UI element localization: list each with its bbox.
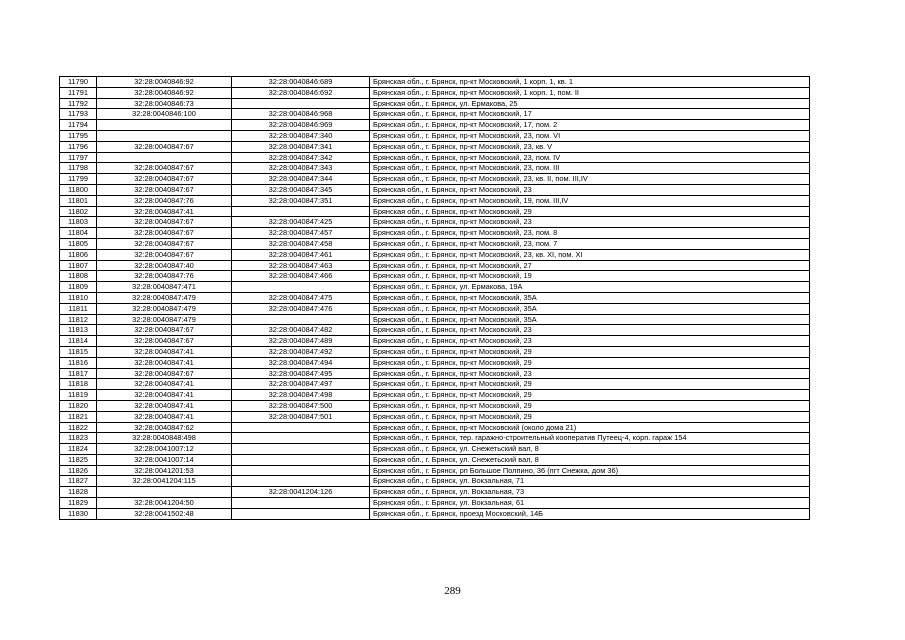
table-row [60, 260, 810, 271]
address-cell: Брянская обл., г. Брянск, пр-кт Московский, 35А [370, 303, 810, 314]
row-number-cell: 11817 [60, 368, 97, 379]
object-cadastral-number-cell: 32:28:0041204:126 [232, 487, 370, 498]
address-cell: Брянская обл., г. Брянск, пр-кт Московский, 29 [370, 206, 810, 217]
land-cadastral-number-cell: 32:28:0040847:40 [97, 260, 232, 271]
address-cell: Брянская обл., г. Брянск, пр-кт Московский, 23, кв. V [370, 141, 810, 152]
table-row [60, 336, 810, 347]
table-row [60, 174, 810, 185]
object-cadastral-number-cell [232, 444, 370, 455]
object-cadastral-number-cell: 32:28:0040847:476 [232, 303, 370, 314]
property-table [59, 76, 810, 520]
table-row [60, 87, 810, 98]
land-cadastral-number-cell: 32:28:0040847:62 [97, 422, 232, 433]
row-number-cell: 11815 [60, 346, 97, 357]
object-cadastral-number-cell: 32:28:0040847:351 [232, 195, 370, 206]
address-cell: Брянская обл., г. Брянск, пр-кт Московский, 29 [370, 390, 810, 401]
land-cadastral-number-cell: 32:28:0040846:73 [97, 98, 232, 109]
land-cadastral-number-cell: 32:28:0041007:12 [97, 444, 232, 455]
address-cell: Брянская обл., г. Брянск, ул. Вокзальная, 61 [370, 498, 810, 509]
row-number-cell: 11827 [60, 476, 97, 487]
land-cadastral-number-cell: 32:28:0040847:67 [97, 238, 232, 249]
table-row [60, 238, 810, 249]
row-number-cell: 11818 [60, 379, 97, 390]
address-cell: Брянская обл., г. Брянск, пр-кт Московский, 23, пом. VI [370, 130, 810, 141]
row-number-cell: 11799 [60, 174, 97, 185]
object-cadastral-number-cell: 32:28:0040847:457 [232, 228, 370, 239]
land-cadastral-number-cell: 32:28:0040847:67 [97, 336, 232, 347]
row-number-cell: 11826 [60, 465, 97, 476]
table-row [60, 390, 810, 401]
land-cadastral-number-cell: 32:28:0040847:67 [97, 217, 232, 228]
address-cell: Брянская обл., г. Брянск, пр-кт Московский, 19 [370, 271, 810, 282]
table-row [60, 109, 810, 120]
row-number-cell: 11807 [60, 260, 97, 271]
row-number-cell: 11790 [60, 77, 97, 88]
land-cadastral-number-cell: 32:28:0040847:41 [97, 379, 232, 390]
land-cadastral-number-cell: 32:28:0040847:41 [97, 400, 232, 411]
land-cadastral-number-cell [97, 130, 232, 141]
table-row [60, 498, 810, 509]
address-cell: Брянская обл., г. Брянск, пр-кт Московский, 1 корп. 1, пом. II [370, 87, 810, 98]
row-number-cell: 11813 [60, 325, 97, 336]
object-cadastral-number-cell: 32:28:0040847:500 [232, 400, 370, 411]
row-number-cell: 11822 [60, 422, 97, 433]
object-cadastral-number-cell: 32:28:0040847:492 [232, 346, 370, 357]
row-number-cell: 11805 [60, 238, 97, 249]
address-cell: Брянская обл., г. Брянск, пр-кт Московский, 19, пом. III,IV [370, 195, 810, 206]
land-cadastral-number-cell: 32:28:0041201:53 [97, 465, 232, 476]
object-cadastral-number-cell: 32:28:0040847:425 [232, 217, 370, 228]
table-row [60, 195, 810, 206]
object-cadastral-number-cell [232, 476, 370, 487]
table-row [60, 228, 810, 239]
land-cadastral-number-cell [97, 152, 232, 163]
object-cadastral-number-cell: 32:28:0040847:461 [232, 249, 370, 260]
object-cadastral-number-cell [232, 422, 370, 433]
table-row [60, 346, 810, 357]
table-row [60, 120, 810, 131]
table-row [60, 476, 810, 487]
address-cell: Брянская обл., г. Брянск, пр-кт Московский, 35А [370, 292, 810, 303]
object-cadastral-number-cell: 32:28:0040847:475 [232, 292, 370, 303]
row-number-cell: 11830 [60, 508, 97, 519]
land-cadastral-number-cell: 32:28:0040847:67 [97, 368, 232, 379]
object-cadastral-number-cell: 32:28:0040847:497 [232, 379, 370, 390]
row-number-cell: 11792 [60, 98, 97, 109]
row-number-cell: 11819 [60, 390, 97, 401]
object-cadastral-number-cell [232, 508, 370, 519]
table-row [60, 206, 810, 217]
row-number-cell: 11816 [60, 357, 97, 368]
row-number-cell: 11808 [60, 271, 97, 282]
table-row [60, 444, 810, 455]
row-number-cell: 11802 [60, 206, 97, 217]
row-number-cell: 11795 [60, 130, 97, 141]
land-cadastral-number-cell: 32:28:0040847:479 [97, 314, 232, 325]
table-row [60, 411, 810, 422]
object-cadastral-number-cell [232, 454, 370, 465]
address-cell: Брянская обл., г. Брянск, пр-кт Московский, 1 корп. 1, кв. 1 [370, 77, 810, 88]
land-cadastral-number-cell [97, 487, 232, 498]
table-row [60, 303, 810, 314]
object-cadastral-number-cell: 32:28:0040847:501 [232, 411, 370, 422]
address-cell: Брянская обл., г. Брянск, пр-кт Московский, 35А [370, 314, 810, 325]
row-number-cell: 11798 [60, 163, 97, 174]
table-row [60, 400, 810, 411]
table-row [60, 292, 810, 303]
land-cadastral-number-cell: 32:28:0041007:14 [97, 454, 232, 465]
object-cadastral-number-cell [232, 498, 370, 509]
table-row [60, 422, 810, 433]
land-cadastral-number-cell: 32:28:0040847:479 [97, 303, 232, 314]
address-cell: Брянская обл., г. Брянск, пр-кт Московский, 23 [370, 217, 810, 228]
address-cell: Брянская обл., г. Брянск, пр-кт Московский, 23 [370, 184, 810, 195]
row-number-cell: 11801 [60, 195, 97, 206]
land-cadastral-number-cell: 32:28:0040847:67 [97, 174, 232, 185]
table-row [60, 487, 810, 498]
row-number-cell: 11829 [60, 498, 97, 509]
land-cadastral-number-cell: 32:28:0040846:92 [97, 87, 232, 98]
table-row [60, 163, 810, 174]
land-cadastral-number-cell: 32:28:0040847:67 [97, 325, 232, 336]
object-cadastral-number-cell: 32:28:0040847:466 [232, 271, 370, 282]
land-cadastral-number-cell: 32:28:0040847:67 [97, 184, 232, 195]
address-cell: Брянская обл., г. Брянск, ул. Снежетьский вал, 8 [370, 444, 810, 455]
object-cadastral-number-cell: 32:28:0040847:345 [232, 184, 370, 195]
address-cell: Брянская обл., г. Брянск, пр-кт Московский, 23 [370, 368, 810, 379]
land-cadastral-number-cell: 32:28:0040847:67 [97, 249, 232, 260]
row-number-cell: 11825 [60, 454, 97, 465]
land-cadastral-number-cell: 32:28:0040847:67 [97, 163, 232, 174]
address-cell: Брянская обл., г. Брянск, пр-кт Московский, 27 [370, 260, 810, 271]
row-number-cell: 11804 [60, 228, 97, 239]
land-cadastral-number-cell: 32:28:0040846:92 [97, 77, 232, 88]
address-cell: Брянская обл., г. Брянск, ул. Ермакова, 19А [370, 282, 810, 293]
address-cell: Брянская обл., г. Брянск, ул. Ермакова, 25 [370, 98, 810, 109]
object-cadastral-number-cell [232, 314, 370, 325]
object-cadastral-number-cell: 32:28:0040846:692 [232, 87, 370, 98]
land-cadastral-number-cell: 32:28:0040847:471 [97, 282, 232, 293]
land-cadastral-number-cell: 32:28:0040847:41 [97, 411, 232, 422]
row-number-cell: 11791 [60, 87, 97, 98]
row-number-cell: 11814 [60, 336, 97, 347]
address-cell: Брянская обл., г. Брянск, тер. гаражно-строительный кооператив Путеец-4, корп. гараж 154 [370, 433, 810, 444]
address-cell: Брянская обл., г. Брянск, пр-кт Московский, 17 [370, 109, 810, 120]
object-cadastral-number-cell [232, 433, 370, 444]
address-cell: Брянская обл., г. Брянск, ул. Вокзальная, 71 [370, 476, 810, 487]
row-number-cell: 11806 [60, 249, 97, 260]
table-row [60, 325, 810, 336]
address-cell: Брянская обл., г. Брянск, пр-кт Московский, 17, пом. 2 [370, 120, 810, 131]
row-number-cell: 11820 [60, 400, 97, 411]
land-cadastral-number-cell: 32:28:0040847:67 [97, 228, 232, 239]
row-number-cell: 11800 [60, 184, 97, 195]
row-number-cell: 11812 [60, 314, 97, 325]
object-cadastral-number-cell: 32:28:0040847:341 [232, 141, 370, 152]
row-number-cell: 11823 [60, 433, 97, 444]
table-row [60, 249, 810, 260]
table-row [60, 508, 810, 519]
object-cadastral-number-cell: 32:28:0040847:494 [232, 357, 370, 368]
address-cell: Брянская обл., г. Брянск, ул. Снежетьский вал, 8 [370, 454, 810, 465]
row-number-cell: 11810 [60, 292, 97, 303]
address-cell: Брянская обл., г. Брянск, проезд Московский, 14Б [370, 508, 810, 519]
address-cell: Брянская обл., г. Брянск, пр-кт Московский, 29 [370, 346, 810, 357]
land-cadastral-number-cell: 32:28:0040847:67 [97, 141, 232, 152]
land-cadastral-number-cell: 32:28:0040847:76 [97, 195, 232, 206]
address-cell: Брянская обл., г. Брянск, пр-кт Московский, 23, кв. XI, пом. XI [370, 249, 810, 260]
row-number-cell: 11793 [60, 109, 97, 120]
row-number-cell: 11803 [60, 217, 97, 228]
address-cell: Брянская обл., г. Брянск, пр-кт Московский, 23 [370, 336, 810, 347]
address-cell: Брянская обл., г. Брянск, пр-кт Московский, 23 [370, 325, 810, 336]
row-number-cell: 11824 [60, 444, 97, 455]
land-cadastral-number-cell [97, 120, 232, 131]
object-cadastral-number-cell: 32:28:0040847:463 [232, 260, 370, 271]
address-cell: Брянская обл., г. Брянск, ул. Вокзальная, 73 [370, 487, 810, 498]
address-cell: Брянская обл., г. Брянск, пр-кт Московский, 23, пом. 8 [370, 228, 810, 239]
table-row [60, 357, 810, 368]
address-cell: Брянская обл., г. Брянск, пр-кт Московский, 29 [370, 379, 810, 390]
address-cell: Брянская обл., г. Брянск, пр-кт Московский, 23, пом. III [370, 163, 810, 174]
table-row [60, 465, 810, 476]
table-row [60, 314, 810, 325]
land-cadastral-number-cell: 32:28:0040847:76 [97, 271, 232, 282]
land-cadastral-number-cell: 32:28:0041204:115 [97, 476, 232, 487]
address-cell: Брянская обл., г. Брянск, пр-кт Московский, 23, кв. II, пом. III,IV [370, 174, 810, 185]
address-cell: Брянская обл., г. Брянск, пр-кт Московский, 29 [370, 357, 810, 368]
object-cadastral-number-cell: 32:28:0040847:482 [232, 325, 370, 336]
object-cadastral-number-cell: 32:28:0040847:495 [232, 368, 370, 379]
table-row [60, 130, 810, 141]
table-row [60, 454, 810, 465]
page-number: 289 [444, 585, 461, 597]
row-number-cell: 11809 [60, 282, 97, 293]
object-cadastral-number-cell: 32:28:0040847:489 [232, 336, 370, 347]
table-row [60, 77, 810, 88]
address-cell: Брянская обл., г. Брянск, пр-кт Московский, 23, пом. IV [370, 152, 810, 163]
object-cadastral-number-cell: 32:28:0040847:344 [232, 174, 370, 185]
table-row [60, 282, 810, 293]
object-cadastral-number-cell: 32:28:0040847:343 [232, 163, 370, 174]
land-cadastral-number-cell: 32:28:0041502:48 [97, 508, 232, 519]
address-cell: Брянская обл., г. Брянск, пр-кт Московский, 29 [370, 411, 810, 422]
object-cadastral-number-cell: 32:28:0040847:498 [232, 390, 370, 401]
land-cadastral-number-cell: 32:28:0040847:41 [97, 390, 232, 401]
address-cell: Брянская обл., г. Брянск, пр-кт Московский, 29 [370, 400, 810, 411]
object-cadastral-number-cell [232, 206, 370, 217]
land-cadastral-number-cell: 32:28:0040847:41 [97, 206, 232, 217]
address-cell: Брянская обл., г. Брянск, пр-кт Московский (около дома 21) [370, 422, 810, 433]
land-cadastral-number-cell: 32:28:0040847:479 [97, 292, 232, 303]
row-number-cell: 11821 [60, 411, 97, 422]
table-row [60, 141, 810, 152]
property-table-body [60, 77, 810, 520]
object-cadastral-number-cell: 32:28:0040846:968 [232, 109, 370, 120]
land-cadastral-number-cell: 32:28:0040846:100 [97, 109, 232, 120]
land-cadastral-number-cell: 32:28:0040848:498 [97, 433, 232, 444]
row-number-cell: 11794 [60, 120, 97, 131]
land-cadastral-number-cell: 32:28:0040847:41 [97, 357, 232, 368]
object-cadastral-number-cell [232, 282, 370, 293]
table-row [60, 368, 810, 379]
row-number-cell: 11828 [60, 487, 97, 498]
table-row [60, 98, 810, 109]
row-number-cell: 11811 [60, 303, 97, 314]
row-number-cell: 11797 [60, 152, 97, 163]
object-cadastral-number-cell: 32:28:0040846:689 [232, 77, 370, 88]
table-row [60, 271, 810, 282]
address-cell: Брянская обл., г. Брянск, пр-кт Московский, 23, пом. 7 [370, 238, 810, 249]
object-cadastral-number-cell: 32:28:0040847:458 [232, 238, 370, 249]
address-cell: Брянская обл., г. Брянск, рп Большое Полпино, 36 (пгт Снежка, дом 36) [370, 465, 810, 476]
land-cadastral-number-cell: 32:28:0040847:41 [97, 346, 232, 357]
object-cadastral-number-cell [232, 98, 370, 109]
object-cadastral-number-cell: 32:28:0040847:340 [232, 130, 370, 141]
table-row [60, 433, 810, 444]
table-row [60, 379, 810, 390]
table-row [60, 217, 810, 228]
object-cadastral-number-cell: 32:28:0040847:342 [232, 152, 370, 163]
land-cadastral-number-cell: 32:28:0041204:50 [97, 498, 232, 509]
object-cadastral-number-cell [232, 465, 370, 476]
table-row [60, 152, 810, 163]
row-number-cell: 11796 [60, 141, 97, 152]
object-cadastral-number-cell: 32:28:0040846:969 [232, 120, 370, 131]
table-row [60, 184, 810, 195]
